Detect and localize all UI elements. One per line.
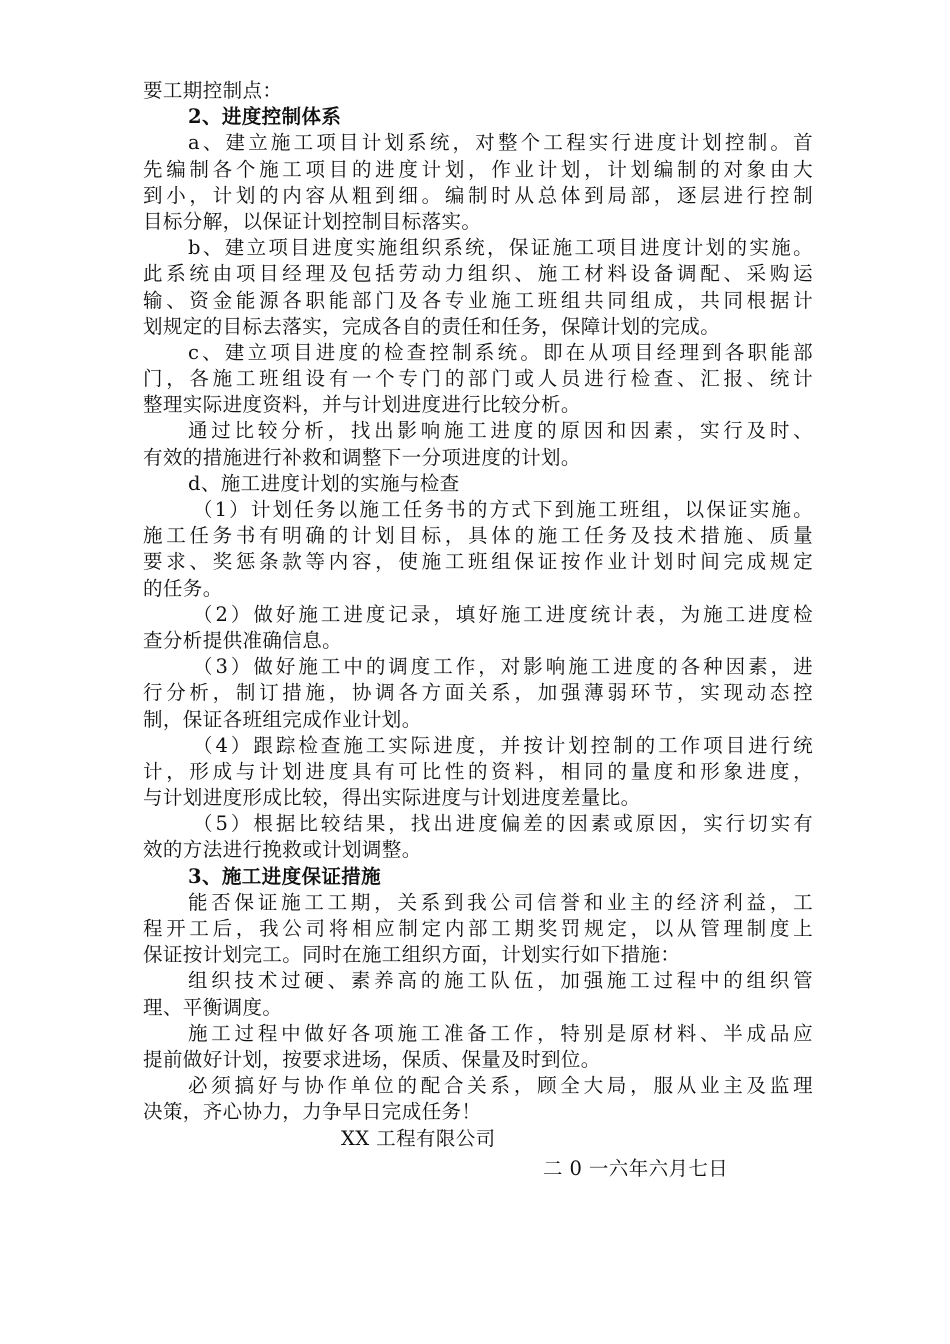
text-line: 有效的措施进行补救和调整下一分项进度的计划。 [143, 445, 581, 469]
text-line: b、建立项目进度实施组织系统，保证施工项目进度计划的实施。 [188, 236, 813, 260]
text-line: 制，保证各班组完成作业计划。 [143, 707, 422, 731]
text-line: 划规定的目标去落实，完成各自的责任和任务，保障计划的完成。 [143, 314, 721, 338]
text-line: 要求、奖惩条款等内容，使施工班组保证按作业计划时间完成规定 [143, 550, 813, 574]
text-line: 此系统由项目经理及包括劳动力组织、施工材料设备调配、采购运 [143, 262, 813, 286]
text-line: 提前做好计划，按要求进场，保质、保量及时到位。 [143, 1047, 601, 1071]
text-line: 与计划进度形成比较，得出实际进度与计划进度差量比。 [143, 786, 641, 810]
text-line: （2）做好施工进度记录，填好施工进度统计表，为施工进度检 [193, 602, 813, 626]
text-line: 通过比较分析，找出影响施工进度的原因和因素，实行及时、 [188, 419, 813, 443]
text-line: 决策，齐心协力，力争早日完成任务！ [143, 1100, 482, 1124]
text-line: 输、资金能源各职能部门及各专业施工班组共同组成，共同根据计 [143, 288, 813, 312]
document-page [143, 78, 813, 1182]
text-line: 行分析，制订措施，协调各方面关系，加强薄弱环节，实现动态控 [143, 681, 813, 705]
text-line: （4）跟踪检查施工实际进度，并按计划控制的工作项目进行统 [193, 733, 813, 757]
text-line: d、施工进度计划的实施与检查 [188, 471, 460, 495]
text-line: 查分析提供准确信息。 [143, 628, 343, 652]
text-line: a、建立施工项目计划系统，对整个工程实行进度计划控制。首 [188, 131, 813, 155]
text-line: （5）根据比较结果，找出进度偏差的因素或原因，实行切实有 [193, 812, 813, 836]
text-line: （3）做好施工中的调度工作，对影响施工进度的各种因素，进 [193, 655, 813, 679]
text-line: 3、施工进度保证措施 [188, 864, 382, 888]
text-line: 门，各施工班组设有一个专门的部门或人员进行检查、汇报、统计 [143, 367, 813, 391]
document-body [143, 78, 813, 1126]
text-line: 组织技术过硬、素养高的施工队伍，加强施工过程中的组织管 [188, 969, 813, 993]
document-date: 二 0 一六年六月七日 [543, 1156, 729, 1180]
text-line: 程开工后，我公司将相应制定内部工期奖罚规定，以从管理制度上 [143, 917, 813, 940]
text-line: 目标分解，以保证计划控制目标落实。 [143, 209, 482, 233]
text-line: 要工期控制点： [143, 79, 283, 102]
text-line: 保证按计划完工。同时在施工组织方面，计划实行如下措施： [143, 943, 681, 967]
text-line: 必须搞好与协作单位的配合关系，顾全大局，服从业主及监理 [188, 1074, 813, 1098]
company-name: XX 工程有限公司 [341, 1126, 496, 1150]
text-line: 效的方法进行挽救或计划调整。 [143, 838, 422, 862]
text-line: 理、平衡调度。 [143, 995, 283, 1019]
text-line: 2、进度控制体系 [188, 105, 342, 129]
text-line: （1）计划任务以施工任务书的方式下到施工班组，以保证实施。 [193, 498, 813, 521]
text-line: 先编制各个施工项目的进度计划，作业计划，计划编制的对象由大 [143, 157, 813, 181]
text-line: 到小，计划的内容从粗到细。编制时从总体到局部，逐层进行控制 [143, 183, 813, 207]
text-line: 的任务。 [143, 576, 223, 600]
text-line: 施工过程中做好各项施工准备工作，特别是原材料、半成品应 [188, 1021, 813, 1045]
text-line: 计，形成与计划进度具有可比性的资料，相同的量度和形象进度， [143, 759, 813, 783]
text-line: 整理实际进度资料，并与计划进度进行比较分析。 [143, 393, 581, 417]
text-line: 能否保证施工工期，关系到我公司信誉和业主的经济利益，工 [188, 890, 813, 914]
text-line: 施工任务书有明确的计划目标，具体的施工任务及技术措施、质量 [143, 524, 813, 548]
text-line: c、建立项目进度的检查控制系统。即在从项目经理到各职能部 [188, 340, 813, 364]
